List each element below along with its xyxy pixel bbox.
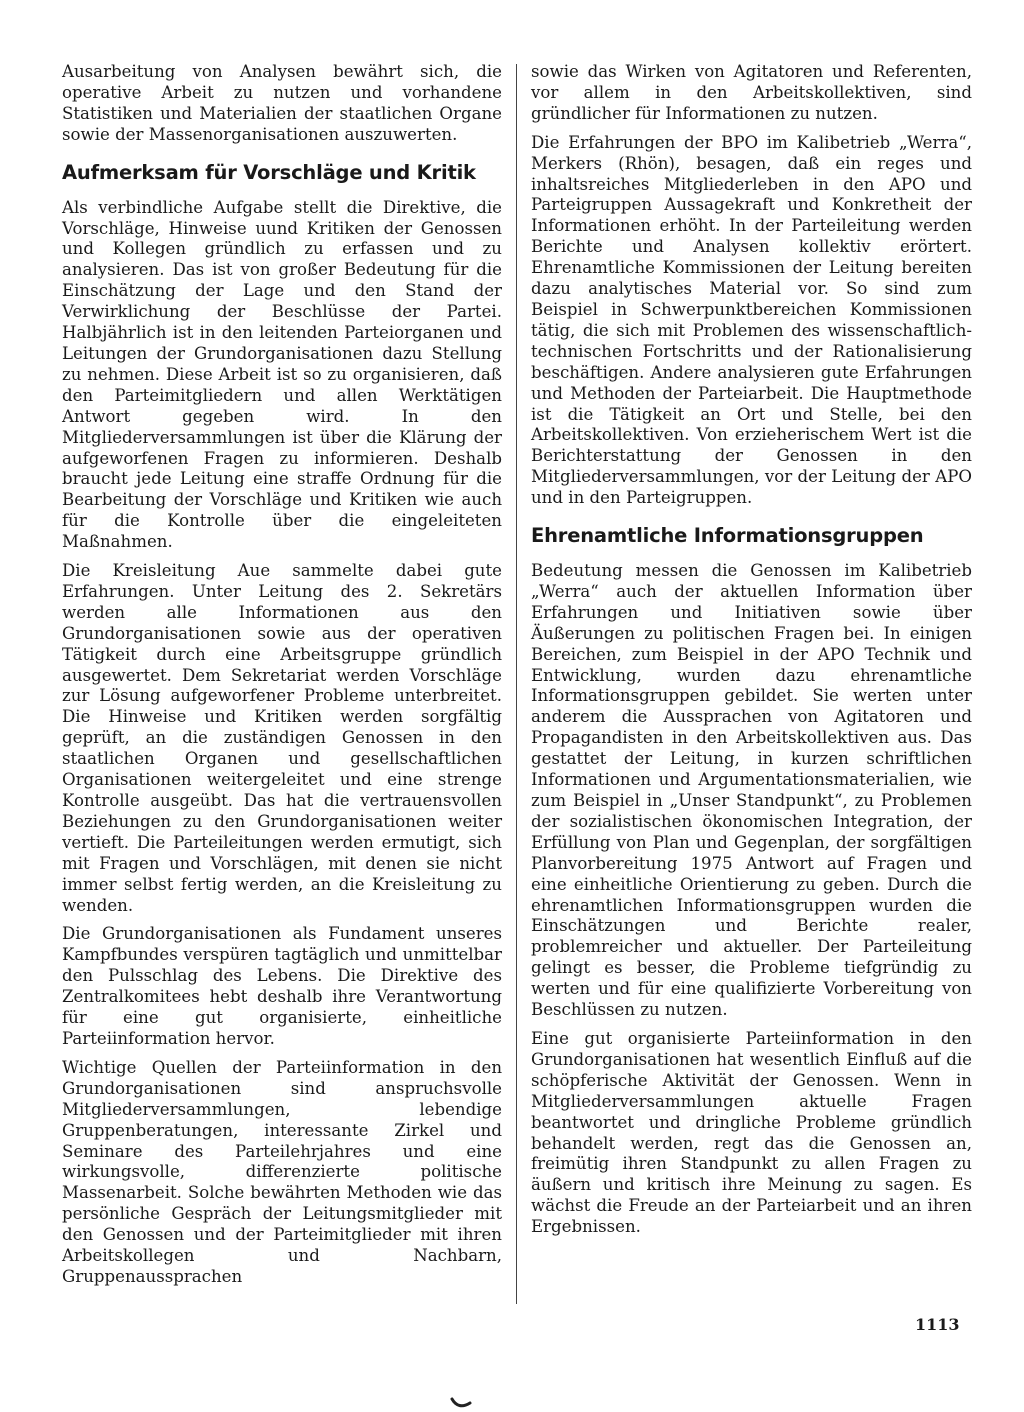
left-paragraph-5: Wichtige Quellen der Parteiinformation in den Grundorganisationen sind anspruchsvolle Mitgliederversammlungen, lebendige Gruppenberatungen, interessante Zirkel und Seminare des Parteilehrjahres und eine wirkungsvolle, differenzierte politische Massenarbeit. Solche bewährten Methoden wie das persönliche Gespräch der Leitungsmitglieder mit den Genossen und der Parteimitglieder mit ihren Arbeitskollegen und Nachbarn, Gruppenaussprachen (62, 1057, 502, 1286)
page-number: 1113 (915, 1315, 960, 1334)
right-paragraph-2: Die Erfahrungen der BPO im Kalibetrieb „Werra“, Merkers (Rhön), besagen, daß ein reges und inhaltsreiches Mitgliederleben in den APO und Parteigruppen Aussagekraft und Konkretheit der Informationen erhöht. In der Parteileitung werden Berichte und Analysen kollektiv erörtert. Ehrenamtliche Kommissionen der Leitung bereiten dazu analytisches Material vor. So sind zum Beispiel in Schwerpunktbereichen Kommissionen tätig, die sich mit Problemen des wissenschaftlich-technischen Fortschritts und der Rationalisierung beschäftigen. Andere analysieren gute Erfahrungen und Methoden der Parteiarbeit. Die Hauptmethode ist die Tätigkeit an Ort und Stelle, bei den Arbeitskollektiven. Von erzieherischem Wert ist die Berichterstattung der Genossen in den Mitgliederversammlungen, vor der Leitung der APO und in den Parteigruppen. (531, 132, 972, 508)
left-column (62, 62, 502, 1296)
left-paragraph-3: Die Kreisleitung Aue sammelte dabei gute Erfahrungen. Unter Leitung des 2. Sekretärs werden alle Informationen aus den Grundorganisationen sowie aus der operativen Tätigkeit durch eine Arbeitsgruppe gründlich ausgewertet. Dem Sekretariat werden Vorschläge zur Lösung aufgeworfener Probleme unterbreitet. Die Hinweise und Kritiken werden sorgfältig geprüft, an die zuständigen Genossen in den staatlichen Organen und gesellschaftlichen Organisationen weitergeleitet und eine strenge Kontrolle ausgeübt. Das hat die vertrauensvollen Beziehungen zu den Grundorganisationen weiter vertieft. Die Parteileitungen werden ermutigt, sich mit Fragen und Vorschlägen, mit denen sie nicht immer selbst fertig werden, an die Kreisleitung zu wenden. (62, 561, 502, 915)
section-heading-info-groups: Ehrenamtliche Informationsgruppen (531, 524, 924, 548)
column-divider (516, 64, 517, 1304)
section-heading-feedback: Aufmerksam für Vorschläge und Kritik (62, 160, 476, 184)
right-paragraph-3: Bedeutung messen die Genossen im Kalibetrieb „Werra“ auch der aktuellen Information über Erfahrungen und Initiativen sowie über Äußerungen zu politischen Fragen bei. In einigen Bereichen, zum Beispiel in der APO Technik und Entwicklung, wurden dazu ehrenamtliche Informationsgruppen gebildet. Sie werten unter anderem die Aussprachen von Agitatoren und Propagandisten in den Arbeitskollektiven aus. Das gestattet der Leitung, in kurzen schriftlichen Informationen und Argumentationsmaterialien, wie zum Beispiel in „Unser Standpunkt“, zu Problemen der sozialistischen ökonomischen Integration, der Erfüllung von Plan und Gegenplan, der sorgfältigen Planvorbereitung 1975 Antwort auf Fragen und eine einheitliche Orientierung zu geben. Durch die ehrenamtlichen Informationsgruppen wurden die Einschätzungen und Berichte realer, problemreicher und aktueller. Der Parteileitung gelingt es besser, die Probleme tiefgründig zu werten und für eine qualifizierte Vorbereitung von Beschlüssen zu nutzen. (531, 561, 972, 1020)
left-paragraph-1: Ausarbeitung von Analysen bewährt sich, die operative Arbeit zu nutzen und vorhandene Statistiken und Materialien der staatlichen Organe sowie der Massenorganisationen auszuwerten. (62, 62, 502, 144)
left-paragraph-4: Die Grundorganisationen als Fundament unseres Kampfbundes verspüren tagtäglich und unmittelbar den Pulsschlag des Lebens. Die Direktive des Zentralkomitees hebt deshalb ihre Verantwortung für eine gut organisierte, einheitliche Parteiinformation hervor. (62, 924, 502, 1048)
right-paragraph-1: sowie das Wirken von Agitatoren und Referenten, vor allem in den Arbeitskollektiven, sind gründlicher für Informationen zu nutzen. (531, 62, 972, 123)
scan-mark-icon (450, 1397, 472, 1409)
right-column (531, 62, 972, 1246)
right-paragraph-4: Eine gut organisierte Parteiinformation in den Grundorganisationen hat wesentlich Einfluß auf die schöpferische Aktivität der Genossen. Wenn in Mitgliederversammlungen aktuelle Fragen beantwortet und dringliche Probleme gründlich behandelt werden, regt das die Genossen an, freimütig ihren Standpunkt zu allen Fragen zu äußern und kritisch ihre Meinung zu sagen. Es wächst die Freude an der Parteiarbeit und an ihren Ergebnissen. (531, 1028, 972, 1237)
left-paragraph-2: Als verbindliche Aufgabe stellt die Direktive, die Vorschläge, Hinweise uund Kritiken der Genossen und Kollegen gründlich zu erfassen und zu analysieren. Das ist von großer Bedeutung für die Einschätzung der Lage und den Stand der Verwirklichung der Beschlüsse der Partei. Halbjährlich ist in den leitenden Parteiorganen und Leitungen der Grundorganisationen dazu Stellung zu nehmen. Diese Arbeit ist so zu organisieren, daß den Parteimitgliedern und allen Werktätigen Antwort gegeben wird. In den Mitgliederversammlungen ist über die Klärung der aufgeworfenen Fragen zu informieren. Deshalb braucht jede Leitung eine straffe Ordnung für die Bearbeitung der Vorschläge und Kritiken wie auch für die Kontrolle über die eingeleiteten Maßnahmen. (62, 197, 502, 552)
